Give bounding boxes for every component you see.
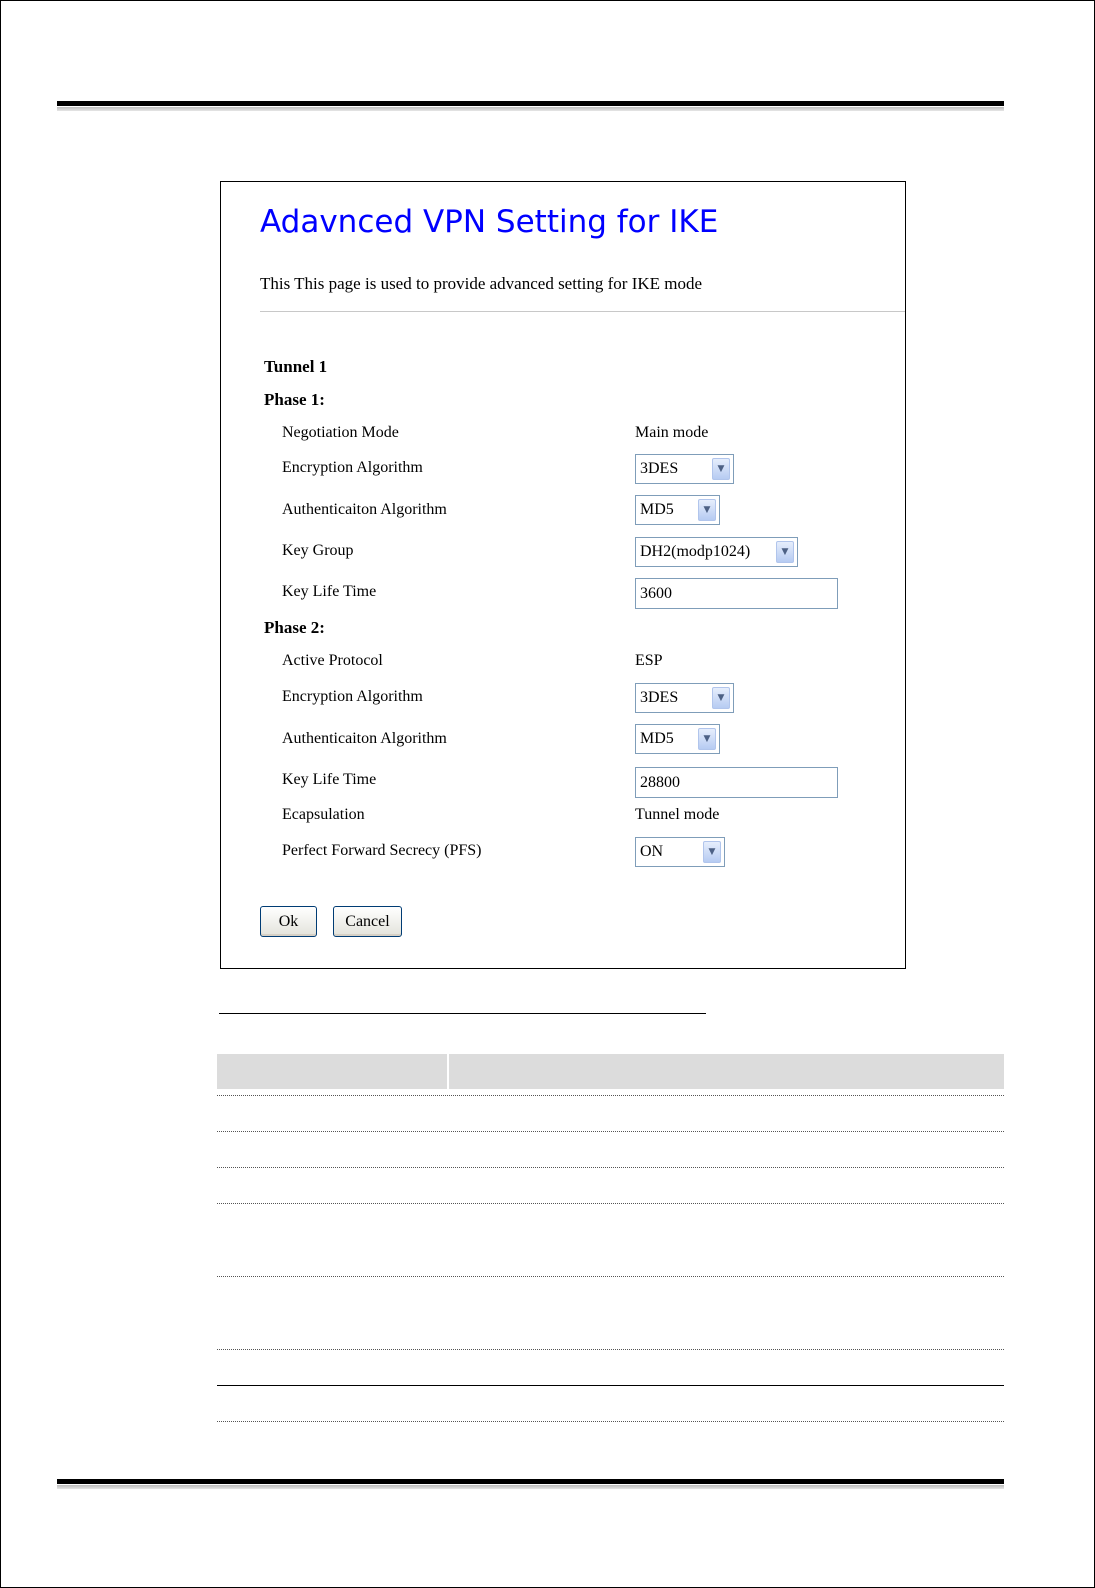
- phase1-encryption-select[interactable]: [635, 454, 734, 484]
- phase2-pfs-label: Perfect Forward Secrecy (PFS): [282, 842, 482, 859]
- table-row-divider: [217, 1421, 1004, 1422]
- page-description: This This page is used to provide advanced setting for IKE mode: [260, 274, 703, 293]
- page-title: Adavnced VPN Setting for IKE: [260, 204, 719, 240]
- vpn-settings-panel: [220, 181, 906, 969]
- header-rule-shadow: [57, 107, 1004, 111]
- phase2-key-life-label: Key Life Time: [282, 771, 377, 788]
- phase1-encryption-value: 3DES: [640, 460, 679, 477]
- footer-rule: [57, 1479, 1004, 1484]
- phase1-authentication-label: Authenticaiton Algorithm: [282, 501, 447, 518]
- phase2-encapsulation-label: Ecapsulation: [282, 806, 365, 823]
- footer-rule-shadow: [57, 1485, 1004, 1489]
- phase2-active-protocol-value: ESP: [635, 652, 663, 669]
- chevron-down-icon[interactable]: ▼: [776, 541, 794, 563]
- phase1-heading: Phase 1:: [264, 390, 325, 409]
- chevron-down-icon[interactable]: ▼: [703, 841, 721, 863]
- table-header-divider: [447, 1054, 449, 1089]
- table-header: [217, 1054, 1004, 1089]
- phase1-key-group-label: Key Group: [282, 542, 354, 559]
- phase2-encryption-label: Encryption Algorithm: [282, 688, 423, 705]
- phase1-authentication-select[interactable]: [635, 495, 720, 525]
- phase1-negotiation-mode-label: Negotiation Mode: [282, 424, 399, 441]
- ok-button[interactable]: Ok: [260, 906, 317, 937]
- tunnel-label: Tunnel 1: [264, 357, 328, 376]
- chevron-down-icon[interactable]: ▼: [712, 458, 730, 480]
- table-row-divider: [217, 1131, 1004, 1132]
- phase1-authentication-value: MD5: [640, 501, 674, 518]
- phase2-encapsulation-value: Tunnel mode: [635, 806, 720, 823]
- phase1-key-group-select[interactable]: [635, 537, 798, 567]
- title-divider: [260, 311, 905, 312]
- phase2-authentication-value: MD5: [640, 730, 674, 747]
- table-row-divider: [217, 1349, 1004, 1350]
- chevron-down-icon[interactable]: ▼: [698, 499, 716, 521]
- phase2-authentication-select[interactable]: [635, 724, 720, 754]
- phase2-active-protocol-label: Active Protocol: [282, 652, 383, 669]
- phase2-encryption-value: 3DES: [640, 689, 679, 706]
- table-row-divider: [217, 1276, 1004, 1277]
- chevron-down-icon[interactable]: ▼: [698, 728, 716, 750]
- phase2-encryption-select[interactable]: [635, 683, 734, 713]
- phase2-authentication-label: Authenticaiton Algorithm: [282, 730, 447, 747]
- phase2-pfs-select[interactable]: [635, 837, 725, 867]
- phase1-key-group-value: DH2(modp1024): [640, 543, 751, 560]
- phase2-key-life-input[interactable]: [635, 767, 838, 798]
- phase1-negotiation-mode-value: Main mode: [635, 424, 709, 441]
- cancel-button[interactable]: Cancel: [333, 906, 402, 937]
- phase1-key-life-input[interactable]: [635, 578, 838, 609]
- chevron-down-icon[interactable]: ▼: [712, 687, 730, 709]
- table-row-divider: [217, 1167, 1004, 1168]
- phase1-encryption-label: Encryption Algorithm: [282, 459, 423, 476]
- phase2-heading: Phase 2:: [264, 618, 325, 637]
- table-row-divider: [217, 1203, 1004, 1204]
- table-row-divider: [217, 1095, 1004, 1096]
- table-section-divider: [217, 1385, 1004, 1386]
- caption-underline: [219, 1013, 706, 1014]
- header-rule: [57, 101, 1004, 106]
- phase2-pfs-value: ON: [640, 843, 664, 860]
- phase1-key-life-label: Key Life Time: [282, 583, 377, 600]
